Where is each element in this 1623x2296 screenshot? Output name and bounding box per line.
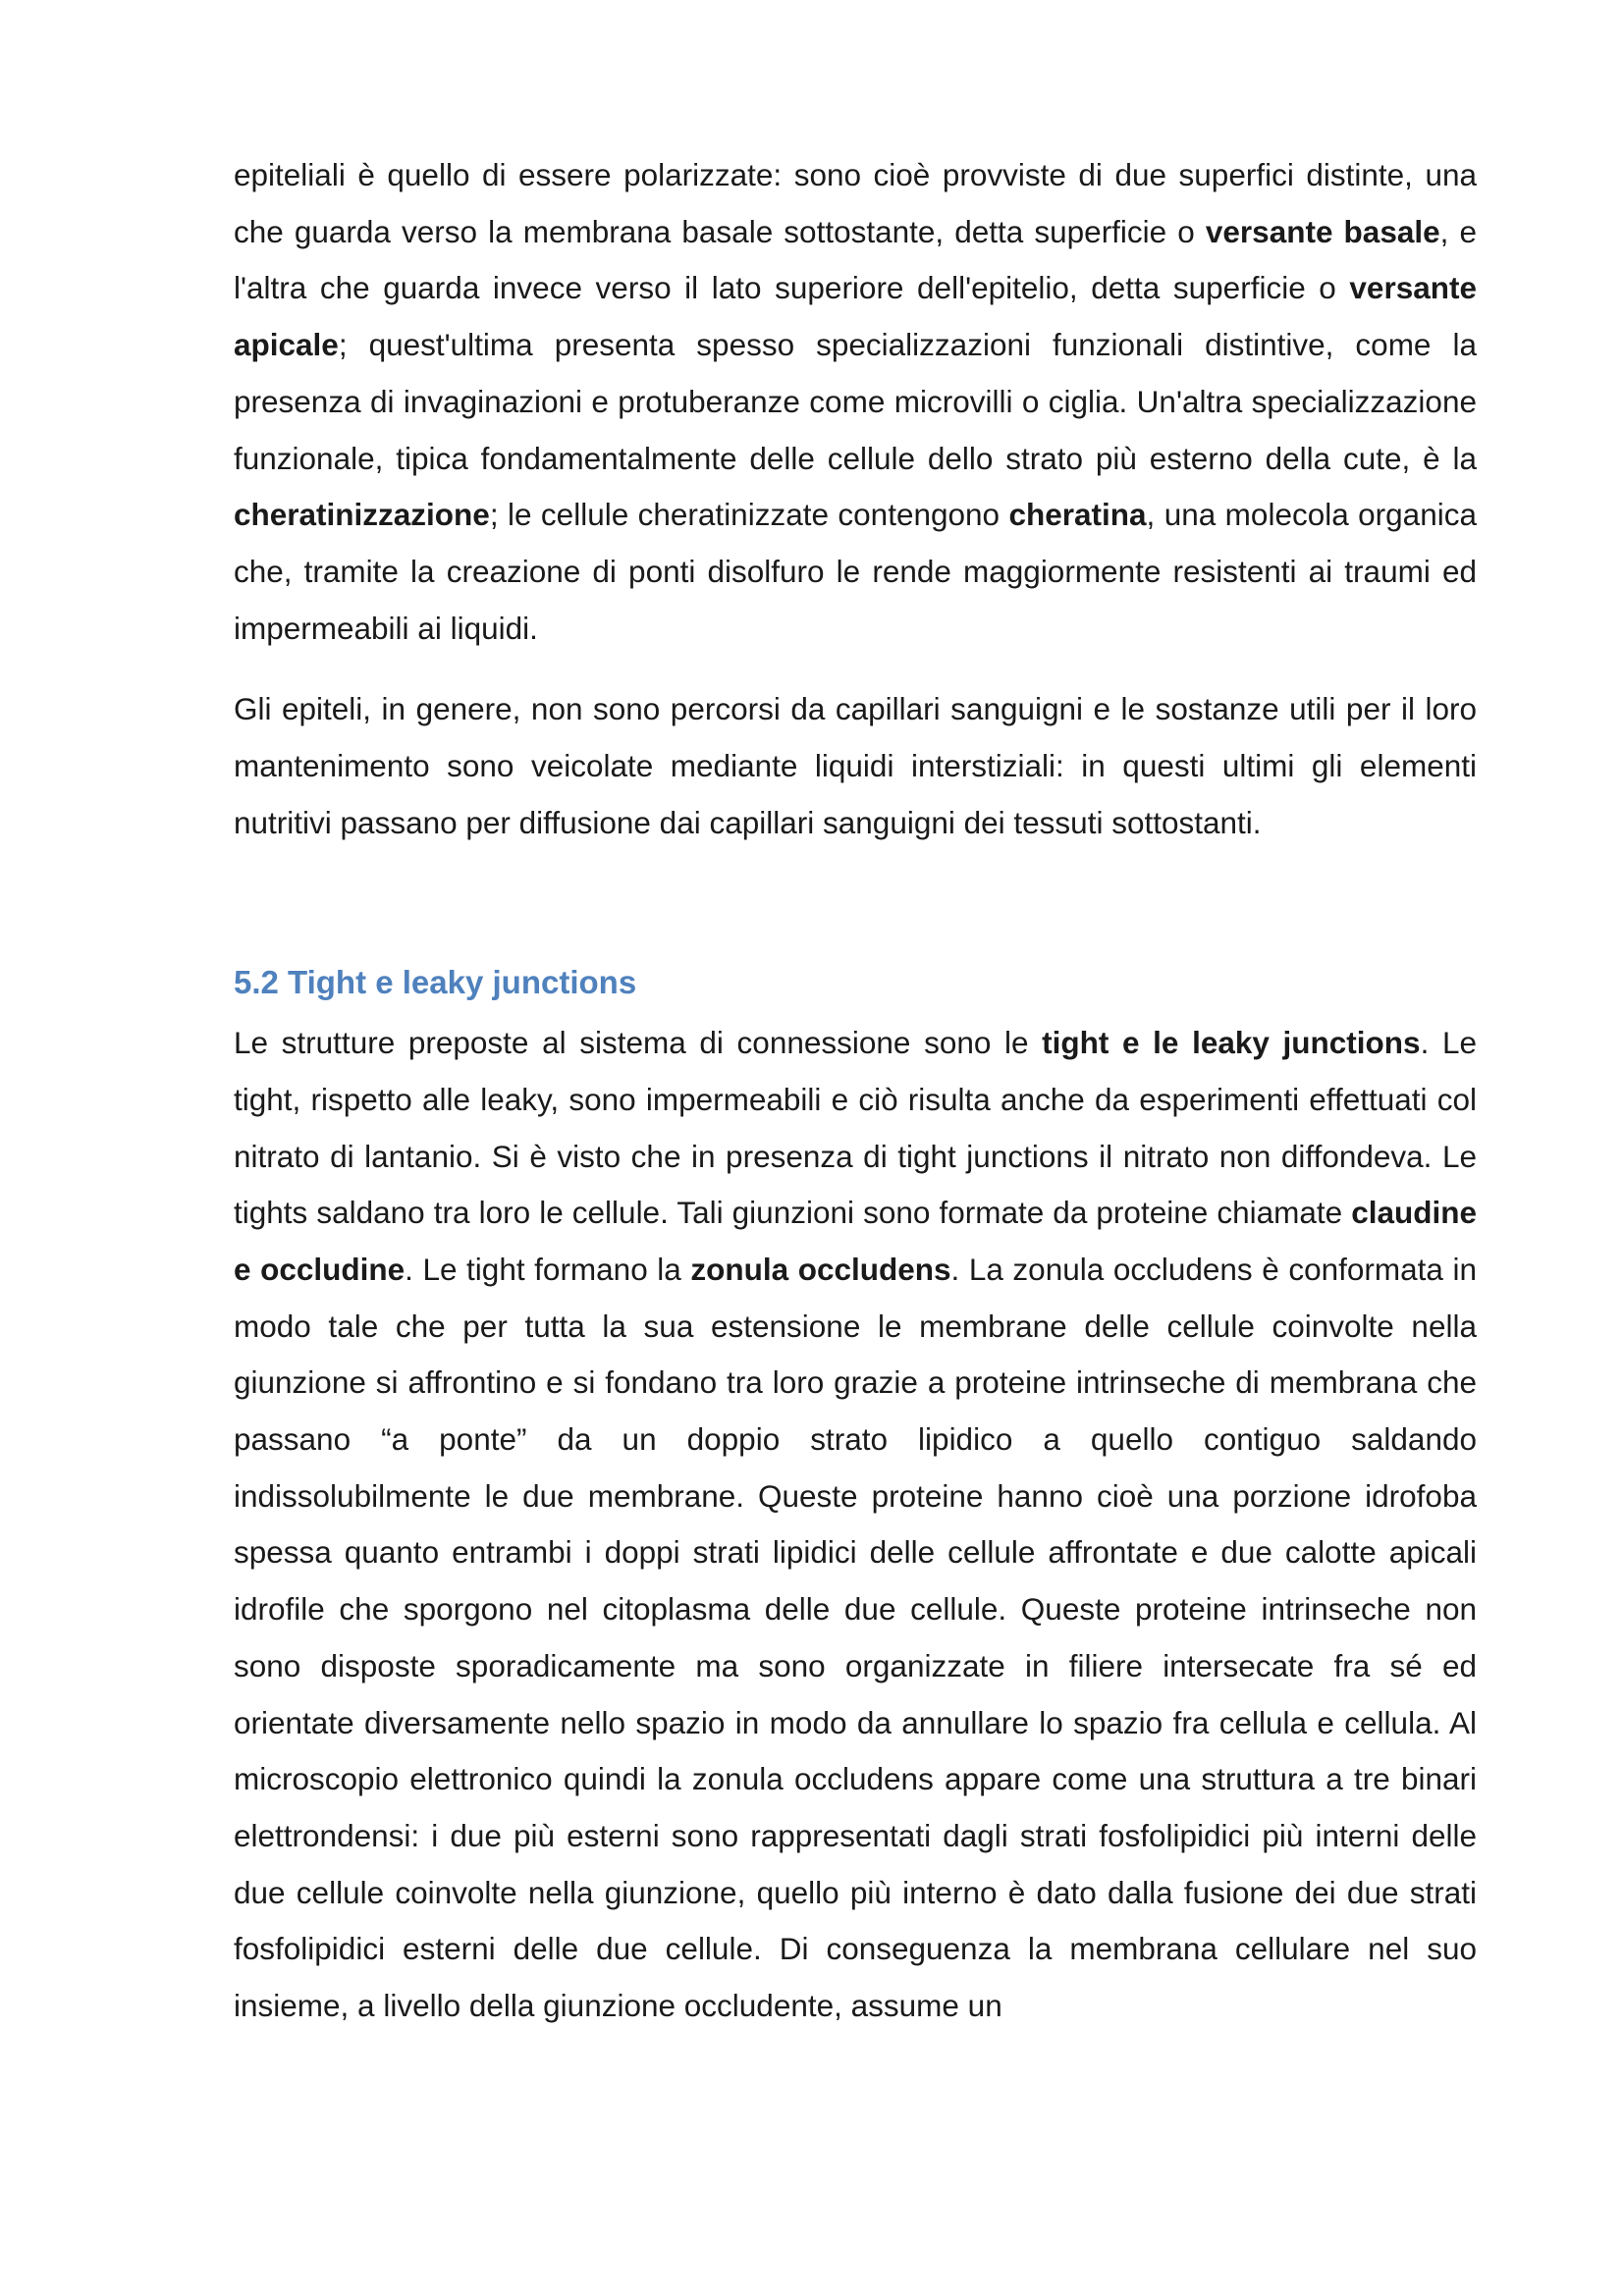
bold-term-versante-apicale: versante apicale <box>234 270 1477 363</box>
text-run: , una molecola organica che, tramite la creazione di ponti disolfuro le rende maggiormente resistenti ai traumi ed impermeabili ai liquidi. <box>234 497 1477 646</box>
paragraph-tight-junctions <box>234 1015 1477 2035</box>
text-run: Gli epiteli, in genere, non sono percorsi da capillari sanguigni e le sostanze utili per il loro mantenimento sono veicolate mediante liquidi interstiziali: in questi ultimi gli elementi nutritivi passano per diffusione dai capillari sanguigni dei tessuti sottostanti. <box>234 691 1477 840</box>
text-run: . La zonula occludens è conformata in modo tale che per tutta la sua estensione le membrane delle cellule coinvolte nella giunzione si affrontino e si fondano tra loro grazie a proteine intrinseche di membrana che passano “a ponte” da un doppio strato lipidico a quello contiguo saldando indissolubilmente le due membrane. Queste proteine hanno cioè una porzione idrofoba spessa quanto entrambi i doppi strati lipidici delle cellule affrontate e due calotte apicali idrofile che sporgono nel citoplasma delle due cellule. Queste proteine intrinseche non sono disposte sporadicamente ma sono organizzate in filiere intersecate fra sé ed orientate diversamente nello spazio in modo da annullare lo spazio fra cellula e cellula. Al microscopio elettronico quindi la zonula occludens appare come una struttura a tre binari elettrondensi: i due più esterni sono rappresentati dagli strati fosfolipidici più interni delle due cellule coinvolte nella giunzione, quello più interno è dato dalla fusione dei due strati fosfolipidici esterni delle due cellule. Di conseguenza la membrana cellulare nel suo insieme, a livello della giunzione occludente, assume un <box>234 1251 1477 2024</box>
document-page <box>234 147 1477 2035</box>
text-run: epiteliali è quello di essere polarizzate: sono cioè provviste di due superfici distinte, una che guarda verso la membrana basale sottostante, detta superficie o <box>234 157 1477 249</box>
text-run: ; quest'ultima presenta spesso specializzazioni funzionali distintive, come la presenza di invaginazioni e protuberanze come microvilli o ciglia. Un'altra specializzazione funzionale, tipica fondamentalmente delle cellule dello strato più esterno della cute, è la <box>234 327 1477 476</box>
text-run: . Le tight formano la <box>405 1251 691 1287</box>
bold-term-claudine-occludine: claudine e occludine <box>234 1195 1477 1287</box>
paragraph-epithelial-nutrition <box>234 681 1477 851</box>
bold-term-cheratinizzazione: cheratinizzazione <box>234 497 490 533</box>
bold-term-zonula-occludens: zonula occludens <box>690 1251 951 1287</box>
text-run: Le strutture preposte al sistema di connessione sono le <box>234 1025 1043 1061</box>
section-heading: 5.2 Tight e leaky junctions <box>234 964 637 1001</box>
paragraph-epithelial-polarity <box>234 147 1477 657</box>
text-run: . Le tight, rispetto alle leaky, sono impermeabili e ciò risulta anche da esperimenti effettuati col nitrato di lantanio. Si è visto che in presenza di tight junctions il nitrato non diffondeva. Le tights saldano tra loro le cellule. Tali giunzioni sono formate da proteine chiamate <box>234 1025 1477 1231</box>
bold-term-tight-leaky-junctions: tight e le leaky junctions <box>1042 1025 1421 1061</box>
bold-term-cheratina: cheratina <box>1008 497 1147 533</box>
bold-term-versante-basale: versante basale <box>1205 213 1440 249</box>
text-run: ; le cellule cheratinizzate contengono <box>489 497 1009 533</box>
text-run: , e l'altra che guarda invece verso il lato superiore dell'epitelio, detta superficie o <box>234 213 1477 306</box>
